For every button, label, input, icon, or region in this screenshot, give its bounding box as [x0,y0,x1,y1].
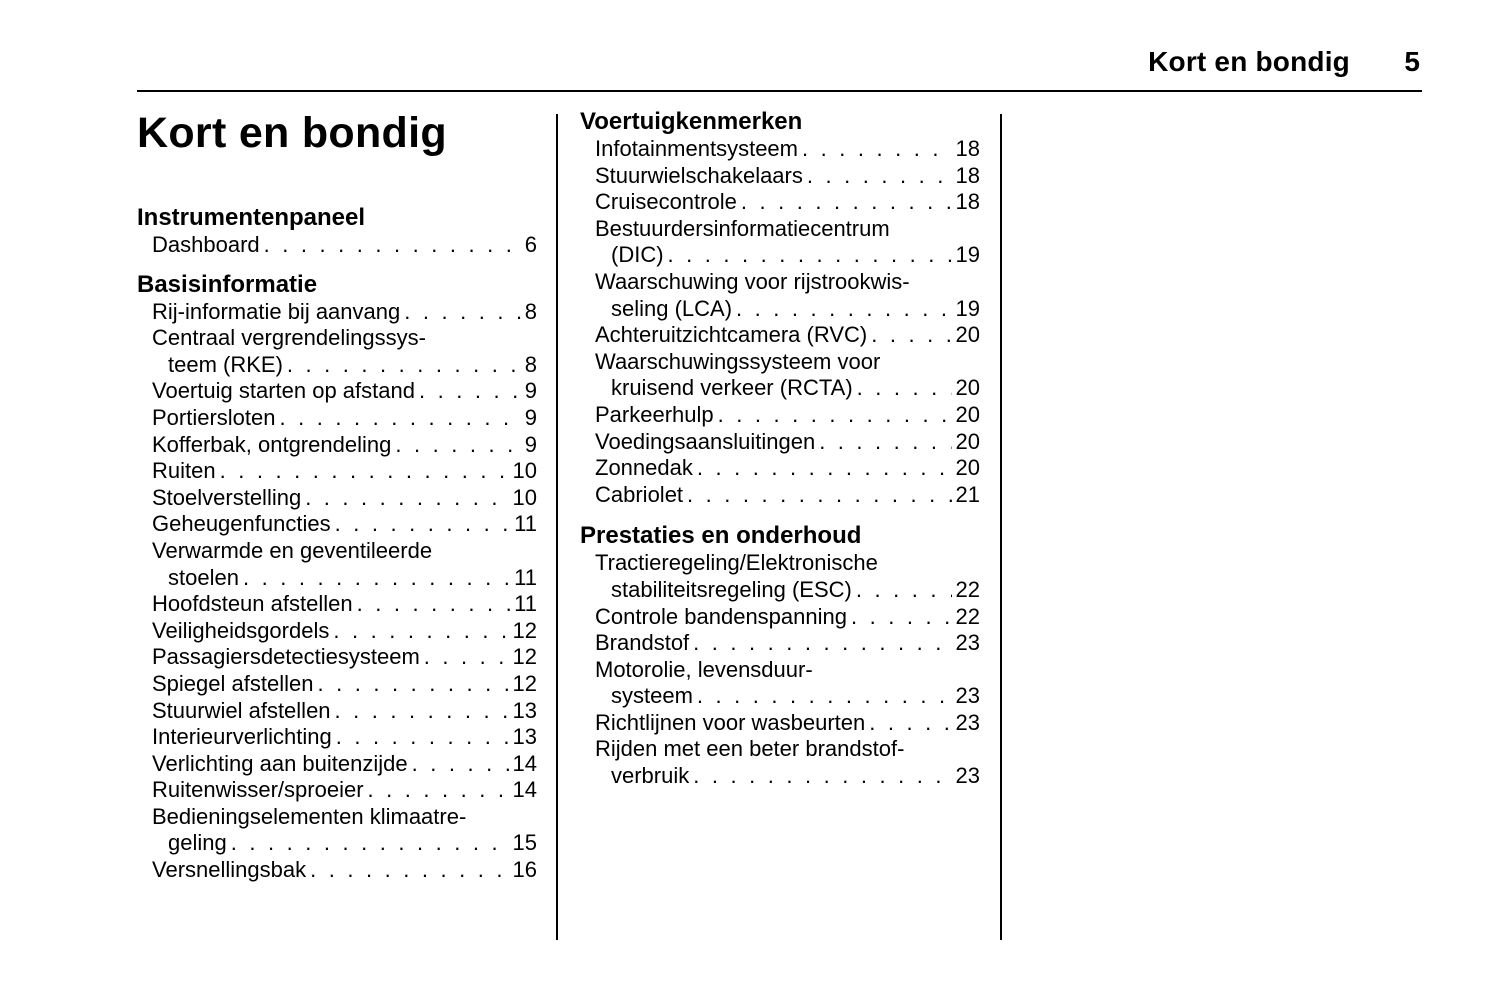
toc-entry-line [595,216,980,243]
toc-page-number: 18 [955,136,980,161]
running-header [137,44,1422,92]
toc-page-number: 9 [524,431,537,457]
toc-entry-line [152,299,537,326]
toc-entry-title: Stoelverstelling [152,484,302,510]
dot-leader [718,402,952,429]
toc-entry-line [152,352,537,379]
toc-entry-line [595,429,980,456]
toc-entry-line [152,751,537,778]
dot-leader [871,322,951,349]
toc-page-number: 14 [512,777,537,803]
toc-page-number: 8 [524,298,537,324]
toc-entry-line [152,511,537,538]
toc-page-number: 9 [524,404,537,430]
toc-entry[interactable] [137,591,537,618]
toc-page-number: 8 [524,351,537,377]
dot-leader [404,299,521,326]
toc-entry-line [595,269,980,296]
dot-leader [243,565,510,592]
dot-leader [335,698,509,725]
toc-entry[interactable] [580,429,980,456]
column-divider [556,114,558,940]
toc-entry-title: Verwarmde en geventileerde [152,537,433,563]
toc-page-number: 19 [955,295,980,321]
toc-page-number: 13 [512,724,537,750]
dot-leader [317,671,508,698]
toc-entry-line [152,432,537,459]
toc-entry-title: Ruiten [152,458,216,484]
toc-entry[interactable] [137,671,537,698]
toc-sections [137,204,537,884]
toc-page-number: 16 [512,857,537,883]
toc-entry[interactable] [580,322,980,349]
dot-leader [368,777,509,804]
toc-page-number: 23 [955,763,980,789]
toc-section [137,204,537,259]
toc-entry-line [152,485,537,512]
dot-leader [668,242,952,269]
toc-entry-title: Rij-informatie bij aanvang [152,298,401,324]
dot-leader [697,455,952,482]
dot-leader [697,683,952,710]
toc-section [137,271,537,884]
toc-entry-title: Passagiersdetectiesysteem [152,644,420,670]
dot-leader [231,830,509,857]
toc-entry-title: teem (RKE) [168,351,283,377]
toc-entry-line [595,604,980,631]
toc-entry-title: Kofferbak, ontgrendeling [152,431,392,457]
section-heading: Prestaties en onderhoud [580,522,862,550]
toc-entry-title: Brandstof [595,630,690,656]
toc-entry-title: Hoofdsteun afstellen [152,591,353,617]
dot-leader [687,482,951,509]
toc-entry[interactable] [580,455,980,482]
dot-leader [819,429,951,456]
toc-page-number: 21 [955,481,980,507]
toc-entry[interactable] [137,485,537,512]
toc-entry-line [152,777,537,804]
toc-entry[interactable] [137,538,537,591]
toc-page-number: 12 [512,617,537,643]
toc-entry-title: Centraal vergrendelingssys- [152,325,426,351]
toc-entry-line [152,458,537,485]
section-heading: Voertuigkenmerken [580,108,803,135]
toc-page-number: 11 [514,564,537,590]
toc-entry-line [152,378,537,405]
column-divider [1000,114,1002,940]
toc-entry-title: Bedieningselementen klimaatre- [152,803,467,829]
section-heading: Basisinformatie [137,270,318,298]
dot-leader [869,710,951,737]
toc-page-number: 14 [512,750,537,776]
toc-entry[interactable] [137,644,537,671]
toc-entry-title: Versnellingsbak [152,857,307,883]
toc-entry[interactable] [137,698,537,725]
toc-entry-line [152,405,537,432]
toc-entry[interactable] [580,349,980,402]
toc-entry-line [595,736,980,763]
toc-entry-line [152,591,537,618]
toc-entry[interactable] [137,777,537,804]
toc-page-number: 23 [955,709,980,735]
toc-entry-title: seling (LCA) [611,295,733,321]
toc-entry[interactable] [580,269,980,322]
toc-page-number: 13 [512,697,537,723]
toc-entry-line [152,671,537,698]
toc-page-number: 11 [514,511,537,537]
toc-entry-title: Motorolie, levensduur- [595,656,813,682]
toc-page-number: 23 [955,683,980,709]
toc-entry[interactable] [137,618,537,645]
toc-entry-title: kruisend verkeer (RCTA) [611,375,853,401]
toc-entry-line [152,325,537,352]
toc-entry-line [152,565,537,592]
toc-page-number: 20 [955,401,980,427]
toc-entry[interactable] [580,136,980,163]
toc-entry-line [595,710,980,737]
toc-entry-title: Interieurverlichting [152,724,332,750]
toc-entry[interactable] [580,163,980,190]
toc-entry-title: verbruik [611,763,690,789]
toc-page-number: 20 [955,375,980,401]
toc-page-number: 11 [514,591,537,617]
toc-entry-line [595,242,980,269]
toc-entry-title: Richtlijnen voor wasbeurten [595,709,866,735]
toc-column-right [580,108,980,790]
toc-entry-line [595,763,980,790]
toc-entry-line [595,550,980,577]
toc-entry-title: Verlichting aan buitenzijde [152,750,408,776]
dot-leader [856,577,952,604]
toc-entry-title: stoelen [168,564,239,590]
dot-leader [335,511,511,538]
toc-entry[interactable] [137,857,537,884]
dot-leader [807,163,952,190]
dot-leader [333,618,508,645]
dot-leader [693,763,951,790]
toc-entry-line [595,657,980,684]
toc-entry-title: Cruisecontrole [595,189,737,215]
toc-entry-title: Cabriolet [595,481,684,507]
toc-entry[interactable] [580,550,980,603]
toc-entry-title: Voedingsaansluitingen [595,428,816,454]
dot-leader [395,432,520,459]
toc-entry-title: Waarschuwing voor rijstrookwis- [595,268,910,294]
toc-entry[interactable] [580,736,980,789]
toc-entry-line [152,232,537,259]
running-header-title: Kort en bondig [1148,46,1350,77]
chapter-title: Kort en bondig [137,109,447,157]
toc-entry[interactable] [137,299,537,326]
toc-entry-title: Tractieregeling/Elektronische [595,550,878,576]
toc-entry-title: Waarschuwingssysteem voor [595,348,881,374]
toc-entry-line [595,189,980,216]
toc-entry-title: Rijden met een beter brandstof- [595,736,905,762]
dot-leader [287,352,521,379]
toc-entry-title: Veiligheidsgordels [152,617,330,643]
toc-entry-line [595,163,980,190]
dot-leader [424,644,509,671]
dot-leader [693,630,951,657]
toc-entry-line [595,402,980,429]
toc-entry-line [152,618,537,645]
toc-page-number: 20 [955,322,980,348]
toc-column-left [137,108,537,884]
toc-entry-title: Geheugenfuncties [152,511,331,537]
toc-entry-line [595,349,980,376]
toc-entry[interactable] [580,216,980,269]
toc-entry-title: Bestuurdersinformatiecentrum [595,215,890,241]
toc-entry-line [595,296,980,323]
toc-entry-line [152,724,537,751]
toc-entry[interactable] [137,232,537,259]
toc-page-number: 10 [512,458,537,484]
toc-entry[interactable] [137,458,537,485]
toc-page-number: 12 [512,644,537,670]
toc-sections [580,108,980,790]
toc-entry-line [152,644,537,671]
toc-entry[interactable] [137,378,537,405]
toc-entry-title: geling [168,830,227,856]
toc-entry-title: (DIC) [611,242,664,268]
dot-leader [264,232,521,259]
toc-entry-title: Ruitenwisser/sproeier [152,777,364,803]
toc-entry-title: Portiersloten [152,404,276,430]
toc-entry[interactable] [580,630,980,657]
dot-leader [357,591,511,618]
toc-entry[interactable] [137,405,537,432]
toc-entry-line [595,375,980,402]
dot-leader [736,296,951,323]
toc-entry[interactable] [580,482,980,509]
toc-entry-line [152,804,537,831]
dot-leader [802,136,952,163]
toc-entry-line [595,482,980,509]
toc-page-number: 18 [955,189,980,215]
toc-entry[interactable] [580,189,980,216]
toc-entry[interactable] [137,325,537,378]
toc-entry-title: Stuurwielschakelaars [595,162,803,188]
toc-entry-line [595,136,980,163]
toc-entry-title: Zonnedak [595,455,693,481]
toc-entry-title: Voertuig starten op afstand [152,378,415,404]
toc-entry-line [152,698,537,725]
toc-entry[interactable] [137,724,537,751]
toc-entry-line [595,322,980,349]
page-number: 5 [1404,46,1420,77]
toc-page-number: 19 [955,242,980,268]
dot-leader [412,751,509,778]
toc-entry-title: Spiegel afstellen [152,670,314,696]
toc-entry-title: Infotainmentsysteem [595,136,798,161]
toc-page-number: 10 [512,484,537,510]
toc-page-number: 22 [955,576,980,602]
toc-entry-line [595,577,980,604]
toc-entry-title: Dashboard [152,232,260,257]
toc-entry-line [152,857,537,884]
toc-entry-line [595,683,980,710]
toc-entry-line [595,455,980,482]
toc-entry-line [152,538,537,565]
toc-page-number: 12 [512,670,537,696]
toc-entry[interactable] [137,432,537,459]
toc-page-number: 18 [955,162,980,188]
dot-leader [220,458,509,485]
toc-entry-line [595,630,980,657]
toc-entry[interactable] [580,604,980,631]
toc-page-number: 22 [955,603,980,629]
toc-page-number: 15 [512,830,537,856]
toc-entry[interactable] [137,751,537,778]
dot-leader [336,724,509,751]
toc-page-number: 6 [524,232,537,257]
toc-entry-title: Controle bandenspanning [595,603,847,629]
dot-leader [857,375,952,402]
dot-leader [419,378,521,405]
dot-leader [851,604,952,631]
dot-leader [741,189,952,216]
toc-entry-title: systeem [611,683,693,709]
toc-entry[interactable] [580,402,980,429]
toc-section [580,108,980,508]
toc-page-number: 9 [524,378,537,404]
toc-entry-line [152,830,537,857]
dot-leader [280,405,521,432]
toc-entry-title: stabiliteitsregeling (ESC) [611,576,852,602]
toc-entry-title: Stuurwiel afstellen [152,697,331,723]
section-heading: Instrumentenpaneel [137,204,366,231]
dot-leader [305,485,508,512]
toc-entry[interactable] [137,511,537,538]
toc-entry[interactable] [580,657,980,710]
toc-section [580,522,980,789]
toc-page-number: 20 [955,428,980,454]
dot-leader [310,857,508,884]
toc-entry-title: Achteruitzichtcamera (RVC) [595,322,868,348]
toc-entry[interactable] [580,710,980,737]
toc-entry-title: Parkeerhulp [595,401,714,427]
toc-entry[interactable] [137,804,537,857]
toc-page-number: 23 [955,630,980,656]
toc-page-number: 20 [955,455,980,481]
